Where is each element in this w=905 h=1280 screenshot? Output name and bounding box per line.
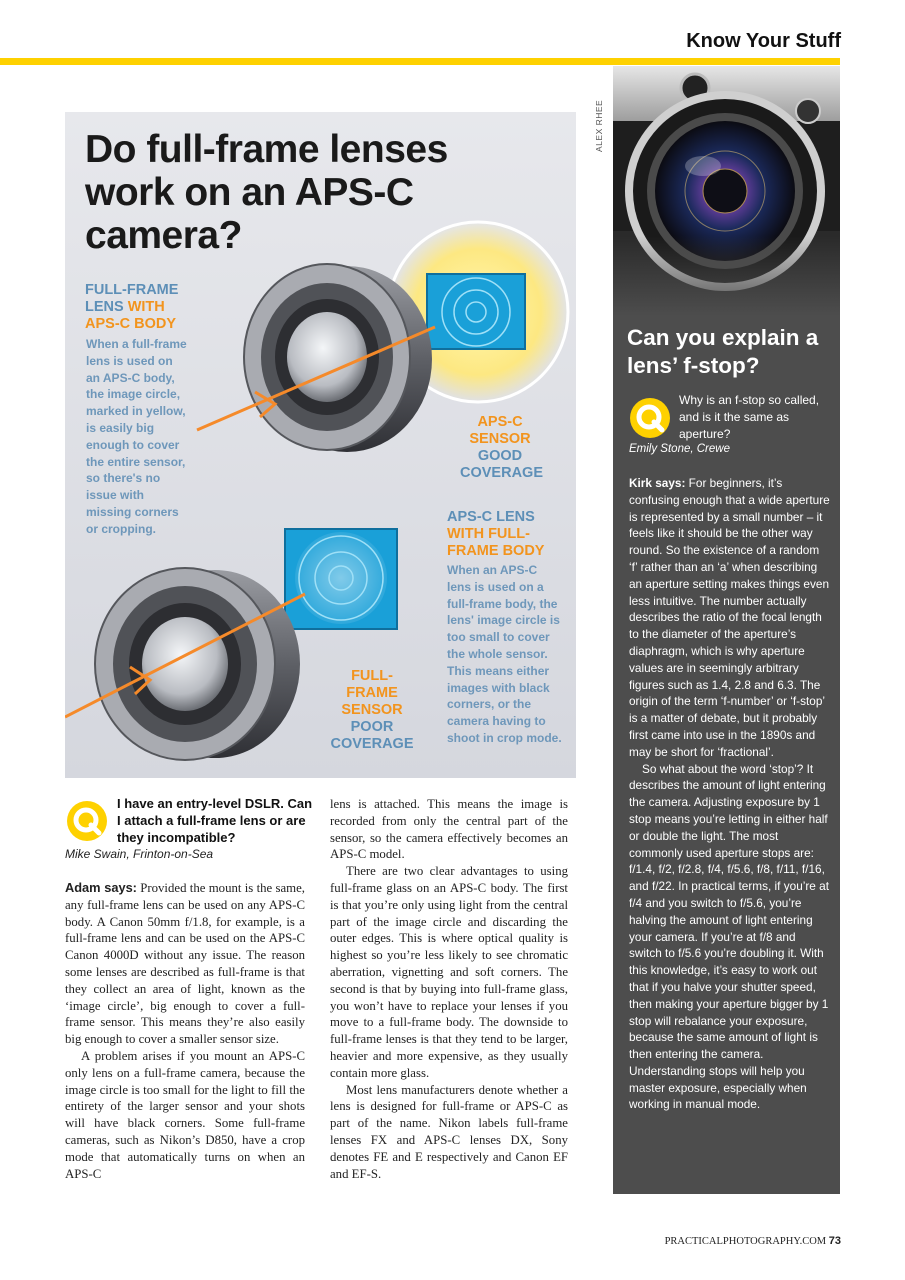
answer-column-2 [330, 796, 568, 1182]
coverage-line: FULL-FRAME [346, 668, 398, 701]
coverage-line: COVERAGE [460, 465, 543, 481]
infographic-panel [65, 112, 576, 778]
answer-column-1 [65, 880, 305, 1182]
sidebar-para1-text: For beginners, it’s confusing enough that a wide aperture is represented by a small number – it feels like it should be the other way round. So the existence of a random ‘f’ rather than an ‘a’ when describing an aperture setting makes things even less intuitive. The number actually describes the ratio of the focal length to the diameter of the aperture’s diaphragm, which is why aperture values are in seemingly arbitrary figures such as 1.4, 2.8 and 6.3. The origin of the term ‘f-number’ or ‘f-stop’ is a matter of debate, but it probably first came into use in the 1890s and may be short for ‘fractional’. [629, 476, 830, 759]
case1-heading-line: FULL-FRAME [85, 282, 179, 298]
answer-para1 [65, 880, 305, 1048]
section-title: Know Your Stuff [686, 30, 841, 52]
main-question: I have an entry-level DSLR. Can I attach a full-frame lens or are they incompatible? [117, 796, 313, 845]
photo-credit-text: ALEX RHEE [594, 99, 604, 152]
case1-heading [85, 282, 178, 333]
case1-body: When a full-frame lens is used on an APS-C body, the image circle, marked in yellow, is easily big enough to cover the entire sensor, so there's no issue with missing corners or cropping. [86, 337, 187, 536]
answer-para2: A problem arises if you mount an APS-C only lens on a full-frame camera, because the image circle is too small for the light to fill the entirety of the larger sensor and your shots will have black corners. Some full-frame cameras, such as Nikon’s D850, have a crop mode that automatically turns on when an APS-C [65, 1048, 305, 1181]
case2-coverage-label [327, 668, 417, 753]
coverage-line: COVERAGE [330, 736, 414, 752]
folio-site: PRACTICALPHOTOGRAPHY.COM [664, 1236, 827, 1247]
sidebar-asker: Emily Stone, Crewe [629, 443, 730, 455]
coverage-line: GOOD [477, 448, 523, 464]
sidebar-answer-para2: So what about the word ‘stop’? It describes the amount of light entering the camera. Adjusting exposure by 1 stop means you’re letting in either half or double the light. The most commonly used aperture stops are: f/1.4, f/2, f/2.8, f/4, f/5.6, f/8, f/11, f/16, and f/22. In practical terms, if you’re at f/4 and you switch to f/5.6, you’re halving the amount of light entering your camera. If you’re at f/8 and switch to f/5.6 you’re doubling it. With this knowledge, it’s easy to work out that if you halve your shutter speed, then making your aperture bigger by 1 stop will rebalance your exposure, because the same amount of light is then entering the camera. Understanding stops will help you master exposure, especially when working in manual mode. [629, 761, 829, 1112]
image-circle-small [295, 532, 387, 624]
photo-credit [594, 99, 608, 158]
yellow-rule [0, 58, 840, 65]
coverage-line: SENSOR [469, 431, 531, 447]
sidebar-panel [613, 66, 840, 1194]
infographic-title: Do full-frame lenses work on an APS-C camera? [85, 128, 448, 257]
sidebar-answer [629, 475, 830, 1113]
question-icon [628, 396, 672, 440]
case2-heading-line: APS-C LENS [447, 509, 535, 525]
main-asker: Mike Swain, Frinton-on-Sea [65, 847, 214, 861]
case1-heading-line: WITH [127, 299, 165, 315]
page-number: 73 [828, 1235, 841, 1247]
case1-heading-line: LENS [85, 299, 128, 315]
answer-para1-text: Provided the mount is the same, any full-frame lens can be used on any APS-C body. A Canon 50mm f/1.8, for example, is a full-frame lens and can be used on the APS-C Canon 4000D without any issue. The reason some lenses are described as full-frame is that they collect an area of light, known as the ‘image circle’, big enough to cover a full-frame sensor. This means they’re also easily big enough to cover a smaller sensor size. [65, 881, 305, 1047]
coverage-line: APS-C [477, 414, 523, 430]
answer-lead: Adam says: [65, 880, 137, 895]
case2-heading [447, 509, 544, 560]
sidebar-answer-lead: Kirk says: [629, 476, 686, 490]
question-icon [65, 799, 109, 843]
case2-body: When an APS-C lens is used on a full-frame body, the lens' image circle is too small to cover the whole sensor. This means either images with black corners, or the camera having to shoot in crop mode. [447, 563, 562, 745]
case2-heading-line: FRAME BODY [447, 543, 545, 559]
lens-glass [287, 312, 367, 402]
case1-coverage-label [460, 414, 543, 482]
case1-heading-line: APS-C BODY [85, 316, 177, 332]
answer-para3: lens is attached. This means the image is recorded from only the central part of the sensor, so the camera effectively becomes an APS-C model. [330, 797, 568, 862]
answer-para5: Most lens manufacturers denote whether a lens is designed for full-frame or APS-C as part of the name. Nikon labels full-frame lenses FX and APS-C lenses DX, Sony denotes FE and E respectively and Canon EF and EF-S. [330, 1082, 568, 1181]
answer-para4: There are two clear advantages to using full-frame glass on an APS-C body. The first is that you’re only using light from the central part of the image circle and discarding the outer edges. This is where optical quality is highest so you’re less likely to see chromatic aberration, vignetting and soft corners. The second is that by buying into full-frame glass, you won’t have to replace your lenses if you move to a full-frame body. The downside to full-frame lenses is that they tend to be larger, heavier and more expensive, as they usually contain more glass. [330, 864, 568, 1080]
folio [665, 1235, 841, 1247]
sidebar-title: Can you explain a lens’ f-stop? [627, 325, 819, 378]
camera-lens-photo [613, 66, 840, 316]
case2-heading-line: WITH FULL- [447, 526, 530, 542]
lens-glass [142, 617, 228, 711]
coverage-line: POOR [350, 719, 394, 735]
coverage-line: SENSOR [341, 702, 403, 718]
sidebar-answer-para1 [629, 475, 830, 761]
sidebar-question: Why is an f-stop so called, and is it the same as aperture? [679, 393, 820, 441]
